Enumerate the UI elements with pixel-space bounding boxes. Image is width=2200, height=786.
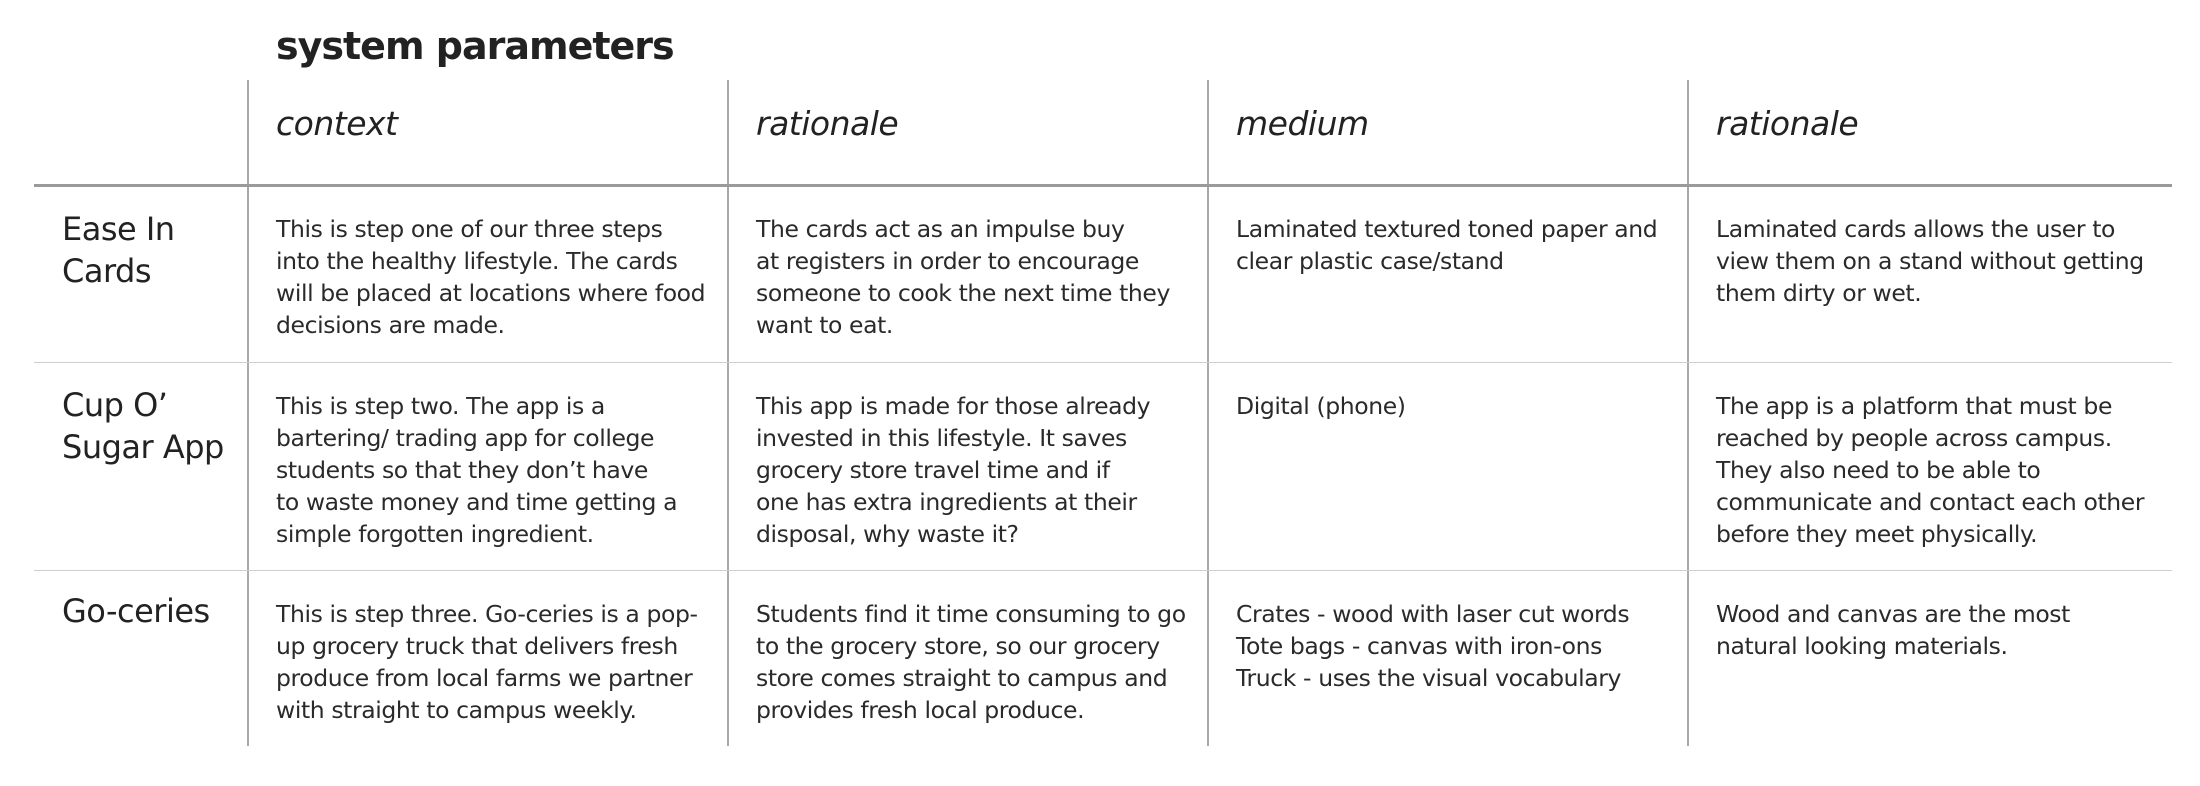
page-title: system parameters bbox=[276, 24, 674, 68]
column-header-medium: medium bbox=[1236, 104, 1369, 143]
cell-cup-o-sugar-rationale: This app is made for those already invested in this lifestyle. It saves grocery store travel time and if one has extra ingredients at their disposal, why waste it? bbox=[756, 392, 1151, 548]
cell-go-ceries-rationale: Students find it time consuming to go to the grocery store, so our grocery store comes straight to campus and provides fresh local produce. bbox=[756, 600, 1186, 724]
row-label-ease-in-cards: Ease In Cards bbox=[62, 210, 175, 290]
row-divider bbox=[34, 570, 2172, 571]
column-divider bbox=[247, 80, 249, 746]
cell-go-ceries-medium: Crates - wood with laser cut words Tote bags - canvas with iron-ons Truck - uses the visual vocabulary bbox=[1236, 600, 1630, 692]
column-header-context: context bbox=[276, 104, 398, 143]
column-header-rationale-2: rationale bbox=[1716, 104, 1859, 143]
cell-go-ceries-context: This is step three. Go-ceries is a pop- up grocery truck that delivers fresh produce from local farms we partner with straight to campus weekly. bbox=[276, 600, 698, 724]
cell-ease-in-cards-medium-rationale: Laminated cards allows the user to view them on a stand without getting them dirty or wet. bbox=[1716, 215, 2144, 307]
row-divider bbox=[34, 362, 2172, 363]
cell-ease-in-cards-rationale: The cards act as an impulse buy at registers in order to encourage someone to cook the next time they want to eat. bbox=[756, 215, 1170, 339]
cell-ease-in-cards-medium: Laminated textured toned paper and clear plastic case/stand bbox=[1236, 215, 1658, 275]
header-divider bbox=[34, 184, 2172, 187]
cell-go-ceries-medium-rationale: Wood and canvas are the most natural looking materials. bbox=[1716, 600, 2070, 660]
column-divider bbox=[1207, 80, 1209, 746]
cell-cup-o-sugar-medium: Digital (phone) bbox=[1236, 392, 1406, 420]
column-divider bbox=[1687, 80, 1689, 746]
row-label-go-ceries: Go-ceries bbox=[62, 592, 210, 630]
parameters-table bbox=[34, 80, 2172, 746]
column-divider bbox=[727, 80, 729, 746]
row-label-cup-o-sugar-app: Cup O’ Sugar App bbox=[62, 386, 224, 466]
column-header-rationale: rationale bbox=[756, 104, 899, 143]
cell-ease-in-cards-context: This is step one of our three steps into the healthy lifestyle. The cards will be placed at locations where food decisions are made. bbox=[276, 215, 706, 339]
cell-cup-o-sugar-context: This is step two. The app is a bartering/ trading app for college students so that they don’t have to waste money and time getting a simple forgotten ingredient. bbox=[276, 392, 678, 548]
cell-cup-o-sugar-medium-rationale: The app is a platform that must be reached by people across campus. They also need to be able to communicate and contact each other before they meet physically. bbox=[1716, 392, 2145, 548]
